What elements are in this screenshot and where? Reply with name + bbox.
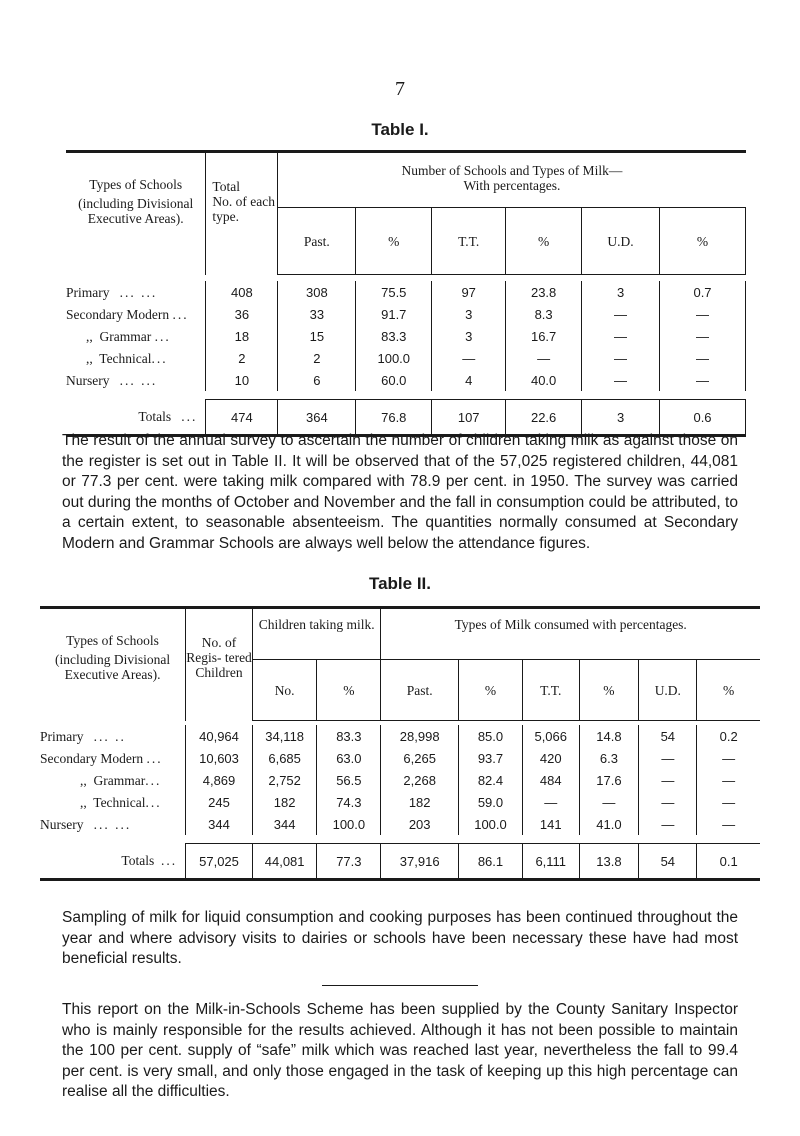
cell-tt-pct: 41.0 [579, 813, 639, 835]
cell-ud-pct: — [697, 813, 760, 835]
col-ud: U.D. [582, 208, 660, 275]
col-tt-pct: % [506, 208, 582, 275]
cell-ud: 54 [639, 725, 697, 747]
cell-past-pct: 85.0 [458, 725, 522, 747]
cell-past-pct: 60.0 [356, 369, 432, 391]
table-1-total-header [206, 152, 278, 275]
types-header-sub: (including Divisional Executive Areas). [54, 652, 171, 682]
page-number: 7 [395, 78, 405, 100]
row-label: Nursery [66, 372, 110, 388]
group-header-sub: With percentages. [463, 178, 561, 193]
cell-taking: 2,752 [252, 769, 316, 791]
col-past-pct: % [356, 208, 432, 275]
cell-ud-pct: 0.7 [660, 281, 746, 303]
cell-taking-pct: 83.3 [317, 725, 381, 747]
cell-registered: 40,964 [186, 725, 253, 747]
leader-dots: ... ... [119, 372, 158, 388]
col-tt: T.T. [523, 660, 580, 721]
cell-tt: 484 [523, 769, 580, 791]
table-row [40, 747, 760, 769]
cell-taking-pct: 77.3 [317, 844, 381, 880]
col-past: Past. [278, 208, 356, 275]
col-ud: U.D. [639, 660, 697, 721]
types-header-label: Types of Schools [66, 633, 159, 648]
cell-total: 474 [206, 400, 278, 436]
cell-past-pct: 76.8 [356, 400, 432, 436]
leader-dots: ... [181, 409, 198, 425]
cell-ud-pct: 0.6 [660, 400, 746, 436]
cell-taking: 44,081 [252, 844, 316, 880]
col-taking-no: No. [252, 660, 316, 721]
cell-past-pct: 86.1 [458, 844, 522, 880]
table-row [40, 725, 760, 747]
cell-tt: — [432, 347, 506, 369]
cell-ud: — [639, 813, 697, 835]
cell-tt: 420 [523, 747, 580, 769]
registered-header-sub: Regis- tered Children [186, 650, 252, 680]
row-label: Grammar [99, 328, 152, 344]
leader-dots: ... [145, 794, 162, 810]
cell-past: 2 [278, 347, 356, 369]
table-row [66, 325, 746, 347]
types-header-sub: (including Divisional Executive Areas). [78, 196, 194, 226]
paragraph-report: This report on the Milk-in-Schools Scheme has been supplied by the County Sanitary Inspector who is mainly responsible for the results achieved. Although it has not been possible to maintain the 100 per cent. supply of “safe” milk which was reached last year, nevertheless the fall to 99.4 per cent. is very small, and only those engaged in the task of keeping up this high percentage can realise all the difficulties. [62, 1001, 738, 1100]
table-row [66, 347, 746, 369]
cell-taking-pct: 100.0 [317, 813, 381, 835]
table-2-types-header [40, 608, 186, 721]
cell-past: 28,998 [381, 725, 459, 747]
cell-tt-pct: 40.0 [506, 369, 582, 391]
leader-dots: ... [151, 350, 168, 366]
cell-tt-pct: 8.3 [506, 303, 582, 325]
registered-header-label: No. of [201, 635, 237, 650]
cell-taking-pct: 63.0 [317, 747, 381, 769]
cell-past-pct: 100.0 [458, 813, 522, 835]
cell-ud: — [582, 369, 660, 391]
cell-tt: 4 [432, 369, 506, 391]
cell-taking-pct: 56.5 [317, 769, 381, 791]
cell-total: 2 [206, 347, 278, 369]
row-label: Secondary Modern [40, 750, 144, 766]
cell-ud: 3 [582, 281, 660, 303]
table-2-children-group-header: Children taking milk. [252, 608, 380, 660]
row-label: Secondary Modern [66, 306, 170, 322]
cell-tt: 97 [432, 281, 506, 303]
cell-past-pct: 82.4 [458, 769, 522, 791]
cell-registered: 57,025 [186, 844, 253, 880]
paragraph-milk-survey: The result of the annual survey to ascertain the number of children taking milk as against those on the register is set out in Table II. It will be observed that of the 57,025 registered children, 44,081 or 77.3 per cent. were taking milk compared with 78.9 per cent. in 1950. The survey was carried out during the months of October and November and the fall in consumption could be attributed, to a certain extent, to seasonable absenteeism. The quantities normally consumed at Secondary Modern and Grammar Schools are always well below the attendance figures. [62, 432, 738, 552]
table-2 [40, 606, 760, 881]
table-row [40, 769, 760, 791]
cell-total: 408 [206, 281, 278, 303]
cell-past-pct: 91.7 [356, 303, 432, 325]
cell-ud: 3 [582, 400, 660, 436]
cell-tt: 107 [432, 400, 506, 436]
cell-tt: 141 [523, 813, 580, 835]
cell-tt-pct: — [579, 791, 639, 813]
leader-dots: ... [160, 853, 178, 869]
table-2-title: Table II. [368, 574, 432, 593]
row-label: Nursery [40, 816, 84, 832]
table-row [66, 303, 746, 325]
cell-total: 10 [206, 369, 278, 391]
cell-ud: — [582, 303, 660, 325]
cell-ud: — [582, 347, 660, 369]
cell-registered: 4,869 [186, 769, 253, 791]
cell-registered: 245 [186, 791, 253, 813]
cell-tt-pct: 6.3 [579, 747, 639, 769]
cell-ud: — [639, 791, 697, 813]
cell-tt-pct: 16.7 [506, 325, 582, 347]
leader-dots: ... ... [93, 816, 132, 832]
cell-taking: 34,118 [252, 725, 316, 747]
ditto-mark: ,, [80, 794, 87, 810]
cell-past: 308 [278, 281, 356, 303]
totals-label: Totals [121, 853, 155, 869]
cell-ud-pct: — [697, 791, 760, 813]
table-1-group-header [278, 152, 746, 208]
cell-total: 18 [206, 325, 278, 347]
types-header-label: Types of Schools [89, 177, 183, 192]
table-row [66, 281, 746, 303]
cell-ud: — [582, 325, 660, 347]
cell-ud-pct: — [697, 747, 760, 769]
table-1 [66, 150, 746, 437]
cell-ud: 54 [639, 844, 697, 880]
leader-dots: ... [172, 306, 189, 322]
cell-past: 6,265 [381, 747, 459, 769]
cell-ud-pct: — [660, 325, 746, 347]
cell-ud-pct: — [660, 347, 746, 369]
cell-tt-pct: 17.6 [579, 769, 639, 791]
cell-taking-pct: 74.3 [317, 791, 381, 813]
cell-past-pct: 75.5 [356, 281, 432, 303]
cell-tt: 5,066 [523, 725, 580, 747]
totals-label: Totals [138, 409, 172, 425]
cell-ud-pct: — [660, 369, 746, 391]
cell-taking: 344 [252, 813, 316, 835]
cell-past: 364 [278, 400, 356, 436]
cell-registered: 344 [186, 813, 253, 835]
cell-past-pct: 93.7 [458, 747, 522, 769]
row-label: Primary [66, 284, 110, 300]
cell-tt-pct: 14.8 [579, 725, 639, 747]
ditto-mark: ,, [86, 328, 93, 344]
row-label: Technical [93, 794, 146, 810]
cell-past: 33 [278, 303, 356, 325]
col-past-pct: % [458, 660, 522, 721]
leader-dots: ... [154, 328, 171, 344]
cell-ud-pct: — [697, 769, 760, 791]
table-2-milk-group-header: Types of Milk consumed with percentages. [381, 608, 760, 660]
cell-past-pct: 83.3 [356, 325, 432, 347]
ditto-mark: ,, [80, 772, 87, 788]
col-tt-pct: % [579, 660, 639, 721]
cell-past: 15 [278, 325, 356, 347]
paragraph-sampling: Sampling of milk for liquid consumption and cooking purposes has been continued throughout the year and where advisory visits to dairies or schools have been necessary these have had most beneficial results. [62, 909, 738, 967]
col-ud-pct: % [660, 208, 746, 275]
row-label: Primary [40, 728, 84, 744]
cell-past: 203 [381, 813, 459, 835]
cell-tt: 6,111 [523, 844, 580, 880]
group-header-label: Number of Schools and Types of Milk— [401, 163, 623, 178]
cell-tt-pct: — [506, 347, 582, 369]
section-divider [322, 985, 478, 986]
cell-ud-pct: 0.1 [697, 844, 760, 880]
cell-past: 6 [278, 369, 356, 391]
cell-tt: 3 [432, 325, 506, 347]
total-header-sub: No. of each type. [212, 194, 276, 224]
table-2-registered-header [186, 608, 253, 721]
col-taking-pct: % [317, 660, 381, 721]
cell-ud: — [639, 769, 697, 791]
leader-dots: ... .. [93, 728, 126, 744]
leader-dots: ... ... [119, 284, 158, 300]
cell-past: 2,268 [381, 769, 459, 791]
leader-dots: ... [145, 772, 162, 788]
totals-row [40, 844, 760, 880]
row-label: Grammar [93, 772, 146, 788]
col-past: Past. [381, 660, 459, 721]
cell-taking: 6,685 [252, 747, 316, 769]
cell-tt-pct: 13.8 [579, 844, 639, 880]
cell-tt-pct: 22.6 [506, 400, 582, 436]
cell-past-pct: 100.0 [356, 347, 432, 369]
table-row [66, 369, 746, 391]
total-header-label: Total [212, 179, 240, 194]
cell-tt-pct: 23.8 [506, 281, 582, 303]
table-row [40, 791, 760, 813]
col-ud-pct: % [697, 660, 760, 721]
cell-ud-pct: — [660, 303, 746, 325]
col-tt: T.T. [432, 208, 506, 275]
table-1-title: Table I. [371, 120, 429, 139]
cell-ud-pct: 0.2 [697, 725, 760, 747]
cell-ud: — [639, 747, 697, 769]
ditto-mark: ,, [86, 350, 93, 366]
cell-past-pct: 59.0 [458, 791, 522, 813]
cell-registered: 10,603 [186, 747, 253, 769]
cell-past: 182 [381, 791, 459, 813]
cell-tt: — [523, 791, 580, 813]
table-row [40, 813, 760, 835]
cell-past: 37,916 [381, 844, 459, 880]
cell-taking: 182 [252, 791, 316, 813]
table-1-types-header [66, 152, 206, 275]
cell-tt: 3 [432, 303, 506, 325]
leader-dots: ... [146, 750, 163, 766]
cell-total: 36 [206, 303, 278, 325]
row-label: Technical [99, 350, 152, 366]
